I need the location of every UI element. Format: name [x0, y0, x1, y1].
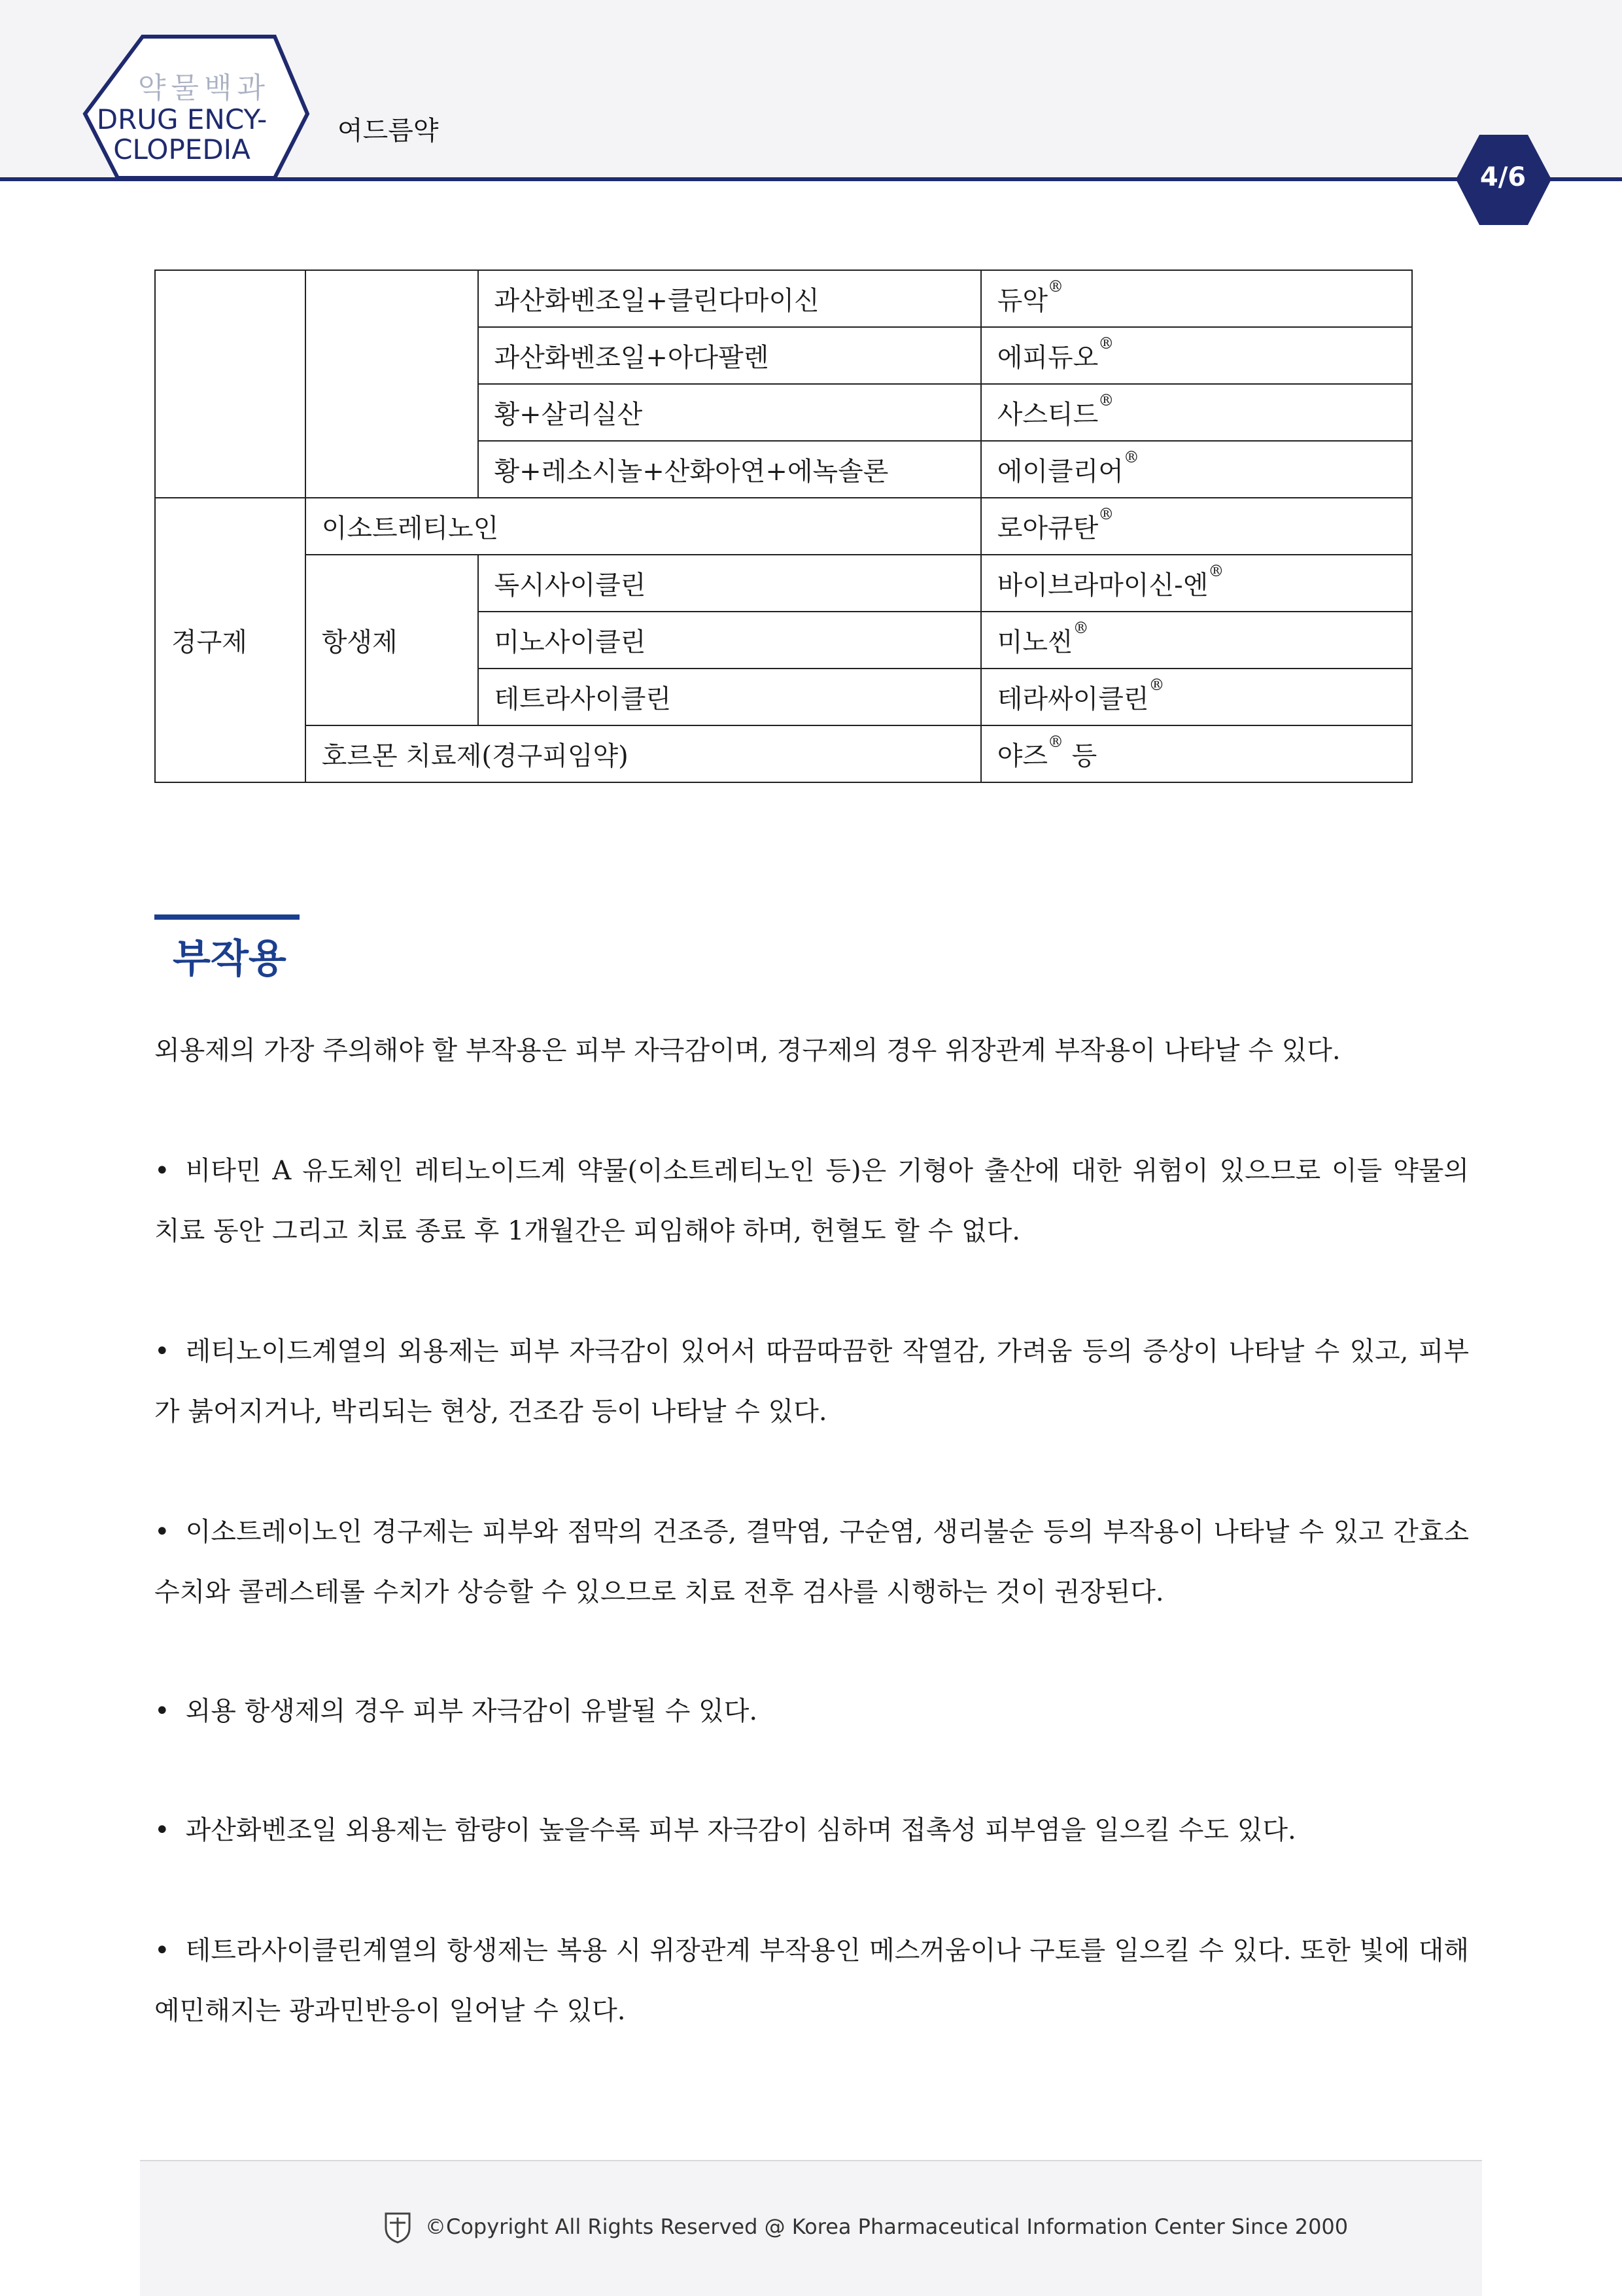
- ingredient-cell: 테트라사이클린: [478, 669, 981, 725]
- bullet-icon: •: [154, 1336, 170, 1366]
- ingredient-cell: 과산화벤조일+클린다마이신: [478, 270, 981, 327]
- document-title: 여드름약: [337, 116, 439, 146]
- class-cell: 이소트레티노인: [305, 498, 981, 555]
- table-cell-empty: [305, 270, 478, 498]
- ingredient-cell: 독시사이클린: [478, 555, 981, 612]
- brand-cell: 에이클리어®: [981, 441, 1412, 498]
- drug-table: [154, 270, 1413, 783]
- brand-cell: 로아큐탄®: [981, 498, 1412, 555]
- bullet-paragraph: • 테트라사이클린계열의 항생제는 복용 시 위장관계 부작용인 메스꺼움이나 구토를 일으킬 수 있다. 또한 빛에 대해 예민해지는 광과민반응이 일어날 수 있다.: [154, 1936, 1469, 2026]
- logo-korean: 약물백과: [137, 71, 270, 105]
- bullet-paragraph: • 외용 항생제의 경우 피부 자극감이 유발될 수 있다.: [154, 1696, 758, 1726]
- bullet-paragraph: • 과산화벤조일 외용제는 함량이 높을수록 피부 자극감이 심하며 접촉성 피부염을 일으킬 수도 있다.: [154, 1815, 1296, 1845]
- subclass-cell: 항생제: [305, 555, 478, 725]
- brand-cell: 미노씬®: [981, 612, 1412, 669]
- bullet-paragraph: • 이소트레이노인 경구제는 피부와 점막의 건조증, 결막염, 구순염, 생리불순 등의 부작용이 나타날 수 있고 간효소 수치와 콜레스테롤 수치가 상승할 수 있으므로 치료 전후 검사를 시행하는 것이 권장된다.: [154, 1517, 1469, 1607]
- section-accent-bar: [154, 914, 300, 920]
- bullet-icon: •: [154, 1696, 170, 1726]
- bullet-paragraph: • 비타민 A 유도체인 레티노이드계 약물(이소트레티노인 등)은 기형아 출산에 대한 위험이 있으므로 이들 약물의 치료 동안 그리고 치료 종료 후 1개월간은 피임해야 하며, 헌혈도 할 수 없다.: [154, 1156, 1469, 1246]
- bullet-icon: •: [154, 1815, 170, 1845]
- ingredient-cell: 황+살리실산: [478, 384, 981, 441]
- brand-cell: 야즈® 등: [981, 725, 1412, 782]
- table-cell-empty: [155, 270, 305, 498]
- table-row: [155, 498, 1412, 555]
- brand-cell: 바이브라마이신-엔®: [981, 555, 1412, 612]
- section-title: 부작용: [173, 936, 286, 982]
- brand-cell: 사스티드®: [981, 384, 1412, 441]
- category-cell: 경구제: [155, 498, 305, 782]
- intro-paragraph: 외용제의 가장 주의해야 할 부작용은 피부 자극감이며, 경구제의 경우 위장관계 부작용이 나타날 수 있다.: [154, 1035, 1341, 1066]
- brand-cell: 테라싸이클린®: [981, 669, 1412, 725]
- bullet-icon: •: [154, 1517, 170, 1547]
- ingredient-cell: 황+레소시놀+산화아연+에녹솔론: [478, 441, 981, 498]
- logo-english: DRUG ENCY- CLOPEDIA: [96, 103, 267, 165]
- ingredient-cell: 과산화벤조일+아다팔렌: [478, 327, 981, 384]
- class-cell: 호르몬 치료제(경구피임약): [305, 725, 981, 782]
- page-indicator: 4/6: [1479, 162, 1527, 192]
- footer-copyright: ©Copyright All Rights Reserved @ Korea Pharmaceutical Information Center Since 2000: [425, 2214, 1349, 2239]
- bullet-paragraph: • 레티노이드계열의 외용제는 피부 자극감이 있어서 따끔따끔한 작열감, 가려움 등의 증상이 나타날 수 있고, 피부가 붉어지거나, 박리되는 현상, 건조감 등이 나타날 수 있다.: [154, 1336, 1469, 1427]
- shield-crest-icon: [383, 2211, 412, 2244]
- bullet-icon: •: [154, 1156, 170, 1186]
- bullet-icon: •: [154, 1936, 170, 1966]
- table-row: [155, 270, 1412, 327]
- brand-cell: 듀악®: [981, 270, 1412, 327]
- table-row: [155, 725, 1412, 782]
- brand-cell: 에피듀오®: [981, 327, 1412, 384]
- ingredient-cell: 미노사이클린: [478, 612, 981, 669]
- table-row: [155, 555, 1412, 612]
